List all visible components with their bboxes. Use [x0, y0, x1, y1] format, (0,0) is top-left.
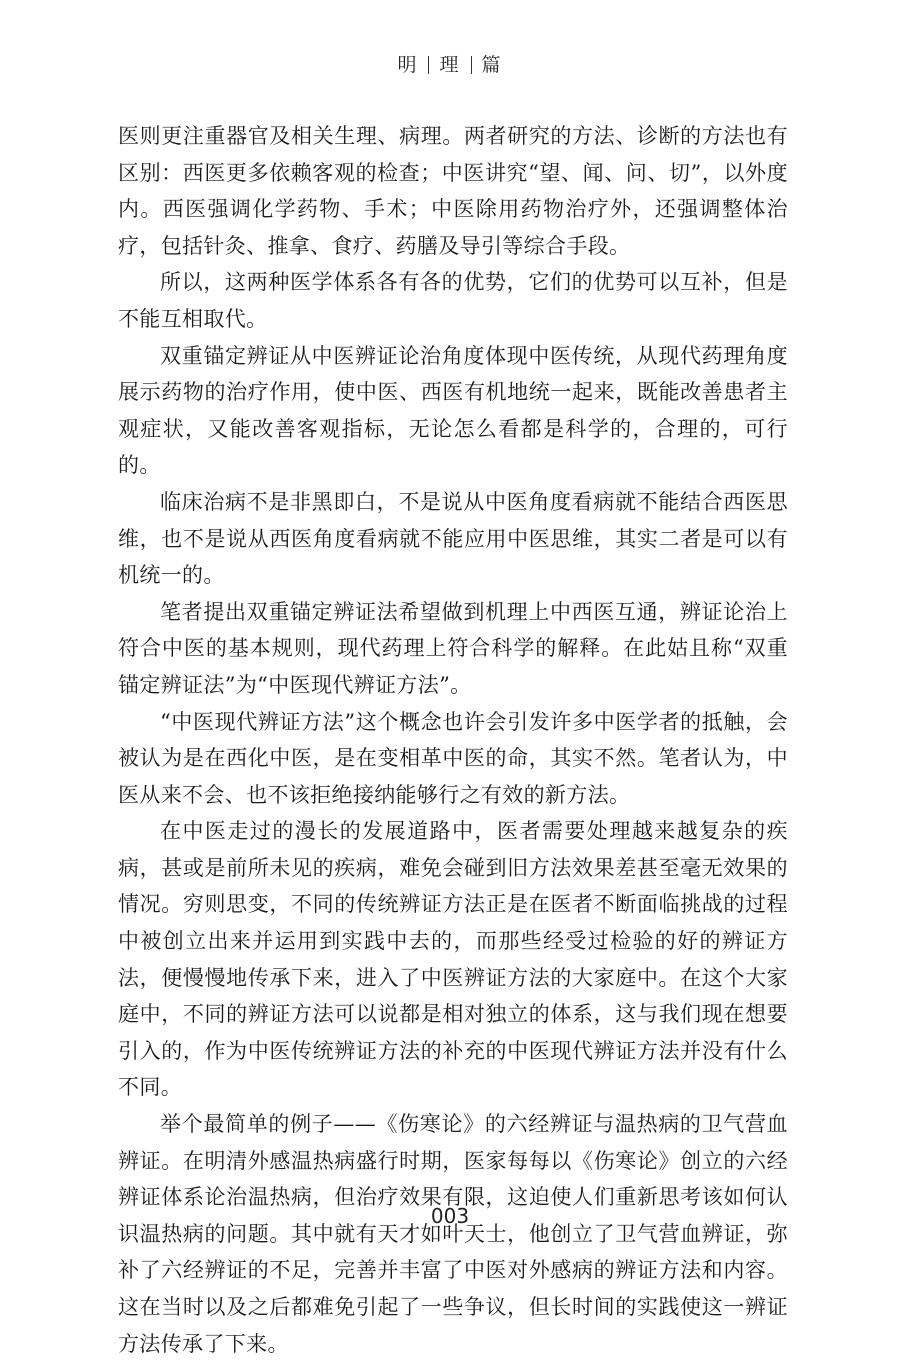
- paragraph-5: 笔者提出双重锚定辨证法希望做到机理上中西医互通，辨证论治上符合中医的基本规则，现代药理上符合科学的解释。在此姑且称“双重锚定辨证法”为“中医现代辨证方法”。: [118, 599, 788, 697]
- paragraph-6: “中医现代辨证方法”这个概念也许会引发许多中医学者的抵触，会被认为是在西化中医，是在变相革中医的命，其实不然。笔者认为，中医从来不会、也不该拒绝接纳能够行之有效的新方法。: [118, 709, 788, 807]
- paragraph-3: 双重锚定辨证从中医辨证论治角度体现中医传统，从现代药理角度展示药物的治疗作用，使中医、西医有机地统一起来，既能改善患者主观症状，又能改善客观指标，无论怎么看都是科学的，合理的，可行的。: [118, 343, 788, 478]
- page-number: 003: [430, 1204, 470, 1228]
- paragraph-1: 医则更注重器官及相关生理、病理。两者研究的方法、诊断的方法也有区别：西医更多依赖客观的检查；中医讲究“望、闻、问、切”，以外度内。西医强调化学药物、手术；中医除用药物治疗外，还强调整体治疗，包括针灸、推拿、食疗、药膳及导引等综合手段。: [118, 124, 788, 258]
- header-part-2: 理: [439, 54, 461, 76]
- paragraph-7: 在中医走过的漫长的发展道路中，医者需要处理越来越复杂的疾病，甚或是前所未见的疾病，难免会碰到旧方法效果差甚至毫无效果的情况。穷则思变，不同的传统辨证方法正是在医者不断面临挑战的过程中被创立出来并运用到实践中去的，而那些经受过检验的好的辨证方法，便慢慢地传承下来，进入了中医辨证方法的大家庭中。在这个大家庭中，不同的辨证方法可以说都是相对独立的体系，这与我们现在想要引入的，作为中医传统辨证方法的补充的中医现代辨证方法并没有什么不同。: [118, 819, 788, 1100]
- header-part-1: 明: [397, 54, 419, 76]
- paragraph-4: 临床治病不是非黑即白，不是说从中医角度看病就不能结合西医思维，也不是说从西医角度看病就不能应用中医思维，其实二者是可以有机统一的。: [118, 489, 788, 588]
- running-header: [0, 50, 900, 77]
- header-divider: [471, 56, 472, 74]
- paragraph-8: 举个最简单的例子——《伤寒论》的六经辨证与温热病的卫气营血辨证。在明清外感温热病盛行时期，医家每每以《伤寒论》创立的六经辨证体系论治温热病，但治疗效果有限，这迫使人们重新思考该如何认识温热病的问题。其中就有天才如叶天士，他创立了卫气营血辨证，弥补了六经辨证的不足，完善并丰富了中医对外感病的辨证方法和内容。这在当时以及之后都难免引起了一些争议，但长时间的实践使这一辨证方法传承了下来。: [118, 1112, 788, 1356]
- header-part-3: 篇: [481, 54, 503, 76]
- body-text: [118, 118, 788, 1362]
- paragraph-2: 所以，这两种医学体系各有各的优势，它们的优势可以互补，但是不能互相取代。: [118, 270, 788, 331]
- header-divider: [428, 56, 429, 74]
